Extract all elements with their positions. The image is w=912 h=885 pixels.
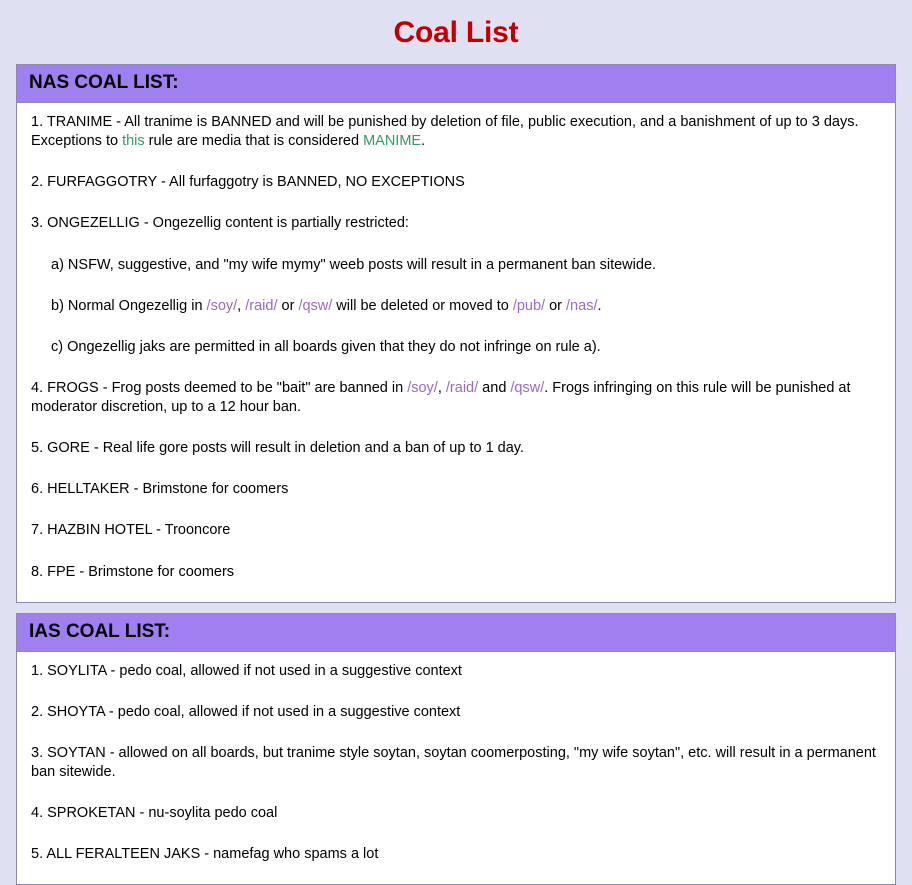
rule-item bbox=[31, 439, 881, 458]
page-title: Coal List bbox=[393, 16, 519, 49]
rule-text: 1. TRANIME - All tranime is BANNED and will be punished by deletion of file, public execution, and a banishment of up to 3 days. Exceptions to bbox=[31, 114, 859, 150]
board-link[interactable]: /pub/ bbox=[512, 297, 546, 314]
rule-text: 8. FPE - Brimstone for coomers bbox=[31, 563, 235, 580]
rule-item bbox=[51, 338, 881, 357]
rule-text: b) Normal Ongezellig in bbox=[51, 297, 207, 314]
rule-text: and bbox=[478, 379, 511, 396]
rule-text: 4. SPROKETAN - nu-soylita pedo coal bbox=[31, 805, 278, 822]
panel-header: IAS COAL LIST: bbox=[17, 614, 895, 652]
panel-body bbox=[17, 652, 895, 885]
board-link[interactable]: /soy/ bbox=[206, 297, 238, 314]
board-link[interactable]: /nas/ bbox=[566, 297, 598, 314]
rule-text: . bbox=[597, 297, 602, 314]
board-link[interactable]: /raid/ bbox=[445, 379, 479, 396]
rule-item bbox=[31, 480, 881, 499]
rule-text: 7. HAZBIN HOTEL - Trooncore bbox=[31, 522, 231, 539]
rule-text: . Frogs infringing on this rule will be punished at moderator discretion, up to a 12 hour ban. bbox=[31, 379, 851, 415]
board-link[interactable]: /raid/ bbox=[245, 297, 278, 314]
rule-text: 5. ALL FERALTEEN JAKS - namefag who spams a lot bbox=[31, 846, 379, 863]
rule-text: , bbox=[437, 379, 446, 396]
rule-item bbox=[31, 703, 881, 722]
coal-list-panel bbox=[16, 613, 896, 885]
rule-text: 6. HELLTAKER - Brimstone for coomers bbox=[31, 481, 289, 498]
rule-text: a) NSFW, suggestive, and "my wife mymy" weeb posts will result in a permanent ban sitewide. bbox=[51, 256, 657, 273]
board-link[interactable]: /soy/ bbox=[407, 379, 438, 396]
rule-text: or bbox=[277, 297, 299, 314]
rule-item bbox=[31, 845, 881, 864]
rule-text: 5. GORE - Real life gore posts will result in deletion and a ban of up to 1 day. bbox=[31, 440, 524, 457]
rule-text: 1. SOYLITA - pedo coal, allowed if not used in a suggestive context bbox=[31, 662, 462, 679]
rule-text: will be deleted or moved to bbox=[332, 297, 513, 314]
coal-list-panel bbox=[16, 64, 896, 603]
rule-text: 4. FROGS - Frog posts deemed to be "bait" are banned in bbox=[31, 379, 408, 396]
rule-item bbox=[31, 744, 881, 782]
rule-item bbox=[31, 379, 881, 417]
coal-list-sections bbox=[0, 64, 912, 885]
rule-text: 2. FURFAGGOTRY - All furfaggotry is BANNED, NO EXCEPTIONS bbox=[31, 174, 465, 191]
rule-text: . bbox=[421, 133, 426, 150]
board-link[interactable]: /qsw/ bbox=[510, 379, 545, 396]
rule-item bbox=[31, 804, 881, 823]
board-link[interactable]: /qsw/ bbox=[298, 297, 333, 314]
rule-item bbox=[31, 563, 881, 582]
rule-text: 3. ONGEZELLIG - Ongezellig content is partially restricted: bbox=[31, 215, 409, 232]
rule-link[interactable]: this bbox=[122, 133, 145, 150]
rule-text: or bbox=[545, 297, 567, 314]
rule-item bbox=[31, 113, 881, 151]
rule-item bbox=[31, 173, 881, 192]
rule-text: rule are media that is considered bbox=[144, 133, 364, 150]
rule-text: , bbox=[237, 297, 246, 314]
rule-item bbox=[51, 256, 881, 275]
rule-link[interactable]: MANIME bbox=[363, 133, 422, 150]
rule-text: c) Ongezellig jaks are permitted in all boards given that they do not infringe on rule a). bbox=[51, 338, 601, 355]
rule-text: 3. SOYTAN - allowed on all boards, but tranime style soytan, soytan coomerposting, "my wife soytan", etc. will result in a permanent ban sitewide. bbox=[31, 744, 876, 780]
rule-item bbox=[51, 297, 881, 316]
rule-text: 2. SHOYTA - pedo coal, allowed if not used in a suggestive context bbox=[31, 703, 461, 720]
rule-item bbox=[31, 214, 881, 233]
panel-header: NAS COAL LIST: bbox=[17, 65, 895, 103]
rule-item bbox=[31, 521, 881, 540]
panel-body bbox=[17, 103, 895, 602]
rule-item bbox=[31, 662, 881, 681]
